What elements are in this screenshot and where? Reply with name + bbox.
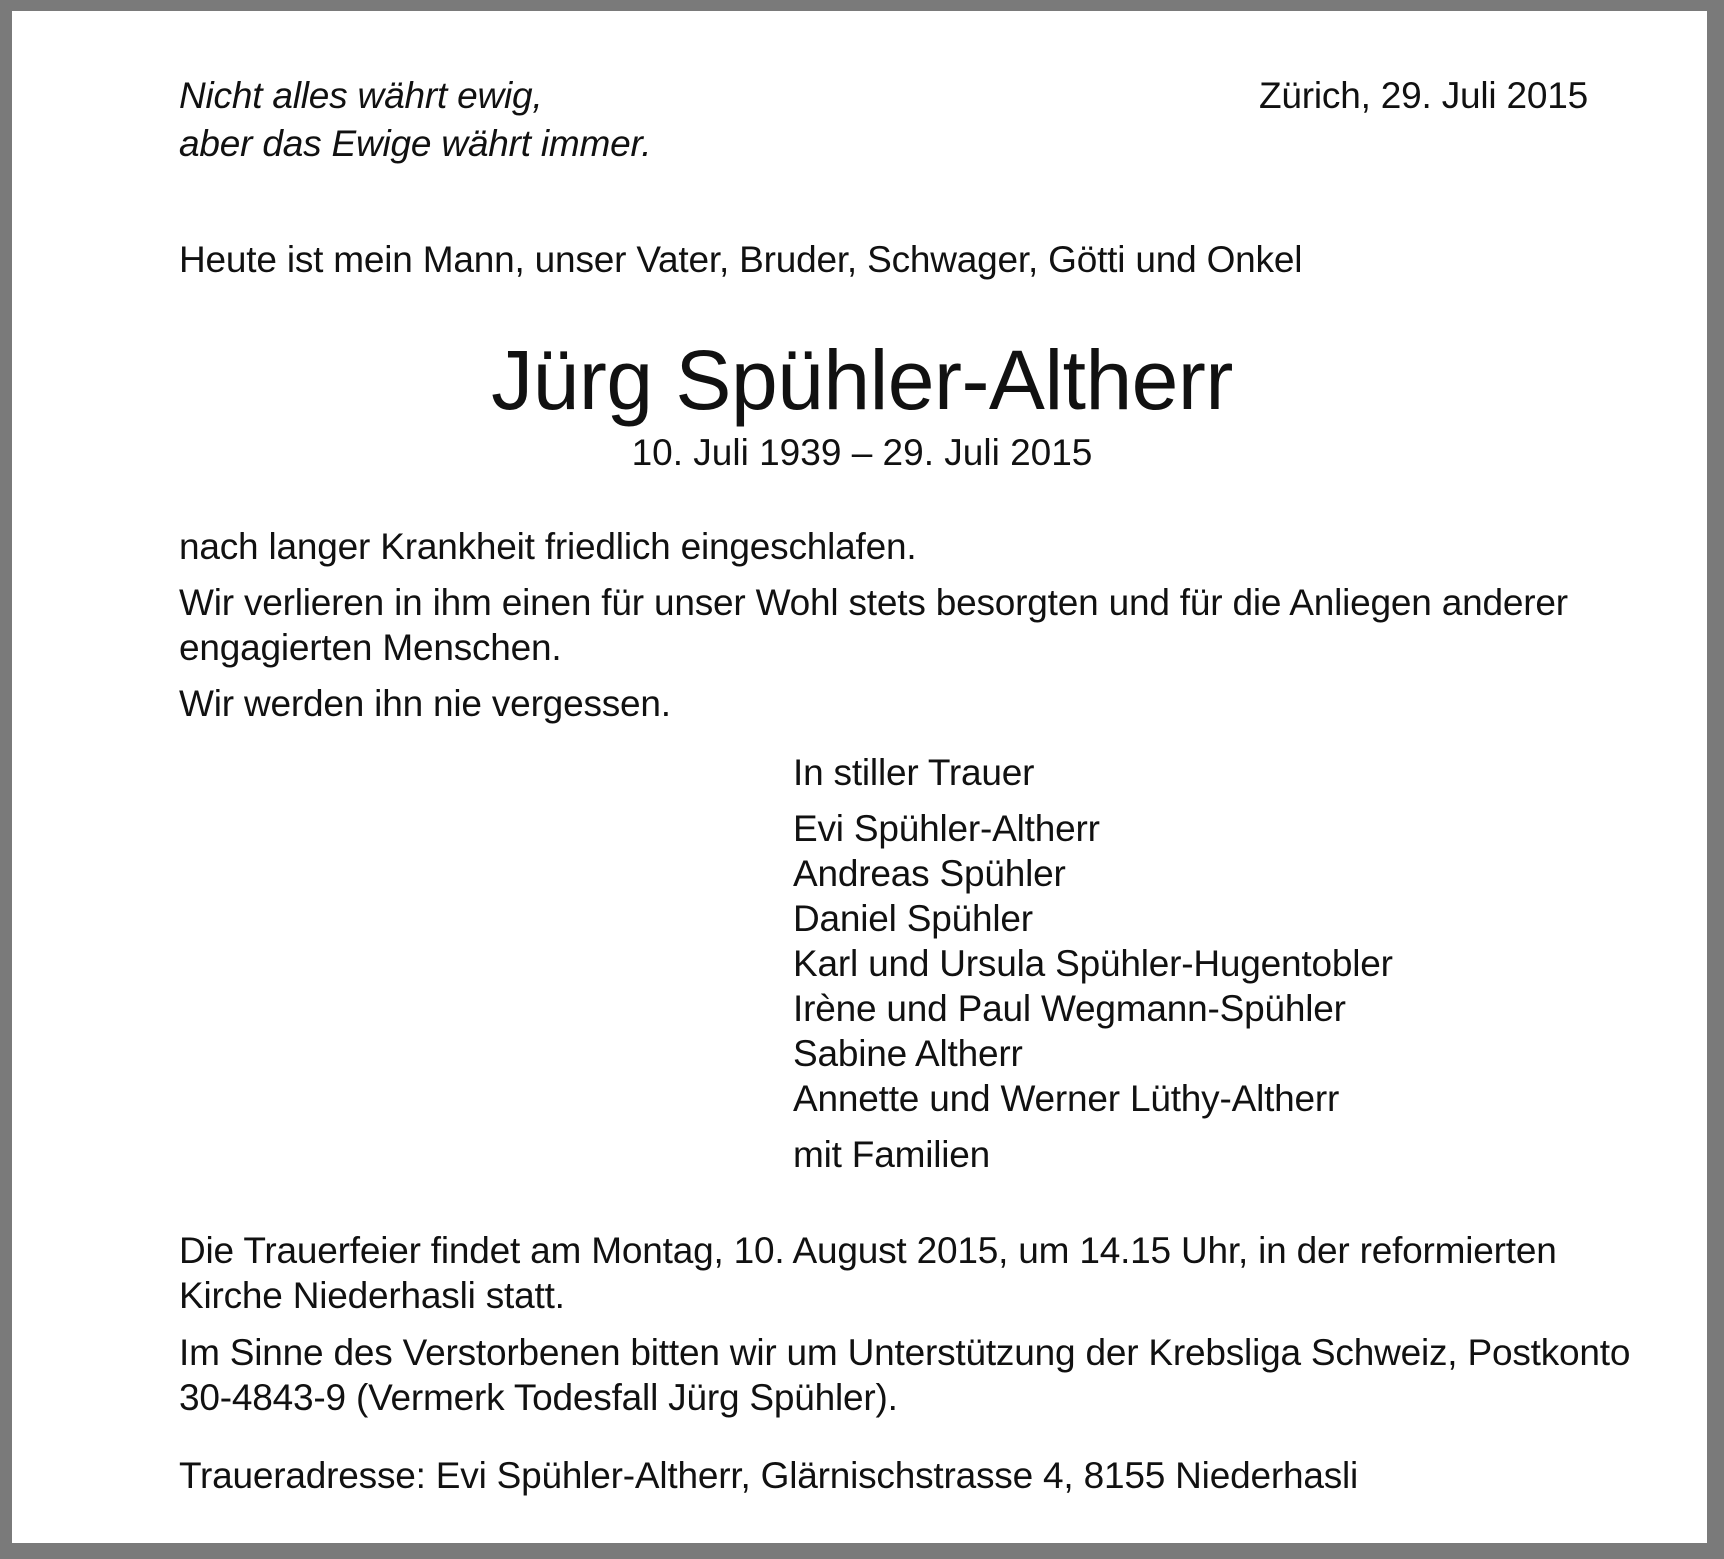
mourner-name: Sabine Altherr: [793, 1033, 1023, 1074]
ceremony-line: Die Trauerfeier findet am Montag, 10. August 2015, um 14.15 Uhr, in der reformierten: [179, 1230, 1557, 1271]
place-date: Zürich, 29. Juli 2015: [1259, 75, 1588, 116]
mourner-name: Andreas Spühler: [793, 853, 1066, 894]
body-line: Wir werden ihn nie vergessen.: [179, 683, 671, 724]
body-paragraph: [179, 524, 916, 569]
mourner-name: Annette und Werner Lüthy-Altherr: [793, 1078, 1340, 1119]
body-line: engagierten Menschen.: [179, 627, 562, 668]
donation-line: Im Sinne des Verstorbenen bitten wir um Unterstützung der Krebsliga Schweiz, Postkonto: [179, 1332, 1631, 1373]
body-paragraph: [179, 681, 671, 726]
intro-text: Heute ist mein Mann, unser Vater, Bruder, Schwager, Götti und Onkel: [179, 239, 1303, 280]
mourners-closing: mit Familien: [793, 1134, 991, 1175]
donation-line: 30-4843-9 (Vermerk Todesfall Jürg Spühler).: [179, 1377, 898, 1418]
motto-quote: [179, 72, 651, 168]
body-line: Wir verlieren in ihm einen für unser Wohl stets besorgten und für die Anliegen anderer: [179, 582, 1568, 623]
body-paragraph: [179, 580, 1568, 670]
mourner-name: Irène und Paul Wegmann-Spühler: [793, 988, 1346, 1029]
deceased-name: Jürg Spühler-Altherr: [491, 333, 1233, 427]
motto-line: aber das Ewige währt immer.: [179, 123, 652, 164]
body-line: nach langer Krankheit friedlich eingeschlafen.: [179, 526, 917, 567]
address-line: Traueradresse: Evi Spühler-Altherr, Glärnischstrasse 4, 8155 Niederhasli: [179, 1455, 1359, 1496]
mourners-block: [793, 750, 1393, 1177]
mourner-name: Evi Spühler-Altherr: [793, 808, 1100, 849]
mourner-name: Karl und Ursula Spühler-Hugentobler: [793, 943, 1393, 984]
ceremony-line: Kirche Niederhasli statt.: [179, 1275, 565, 1316]
lifespan-dates: 10. Juli 1939 – 29. Juli 2015: [631, 432, 1093, 473]
ceremony-info: [179, 1228, 1557, 1318]
donation-info: [179, 1330, 1630, 1420]
mourners-list: [793, 806, 1393, 1121]
mourning-address: [179, 1453, 1358, 1498]
motto-line: Nicht alles währt ewig,: [179, 75, 543, 116]
mourners-lead: In stiller Trauer: [793, 752, 1035, 793]
mourner-name: Daniel Spühler: [793, 898, 1033, 939]
